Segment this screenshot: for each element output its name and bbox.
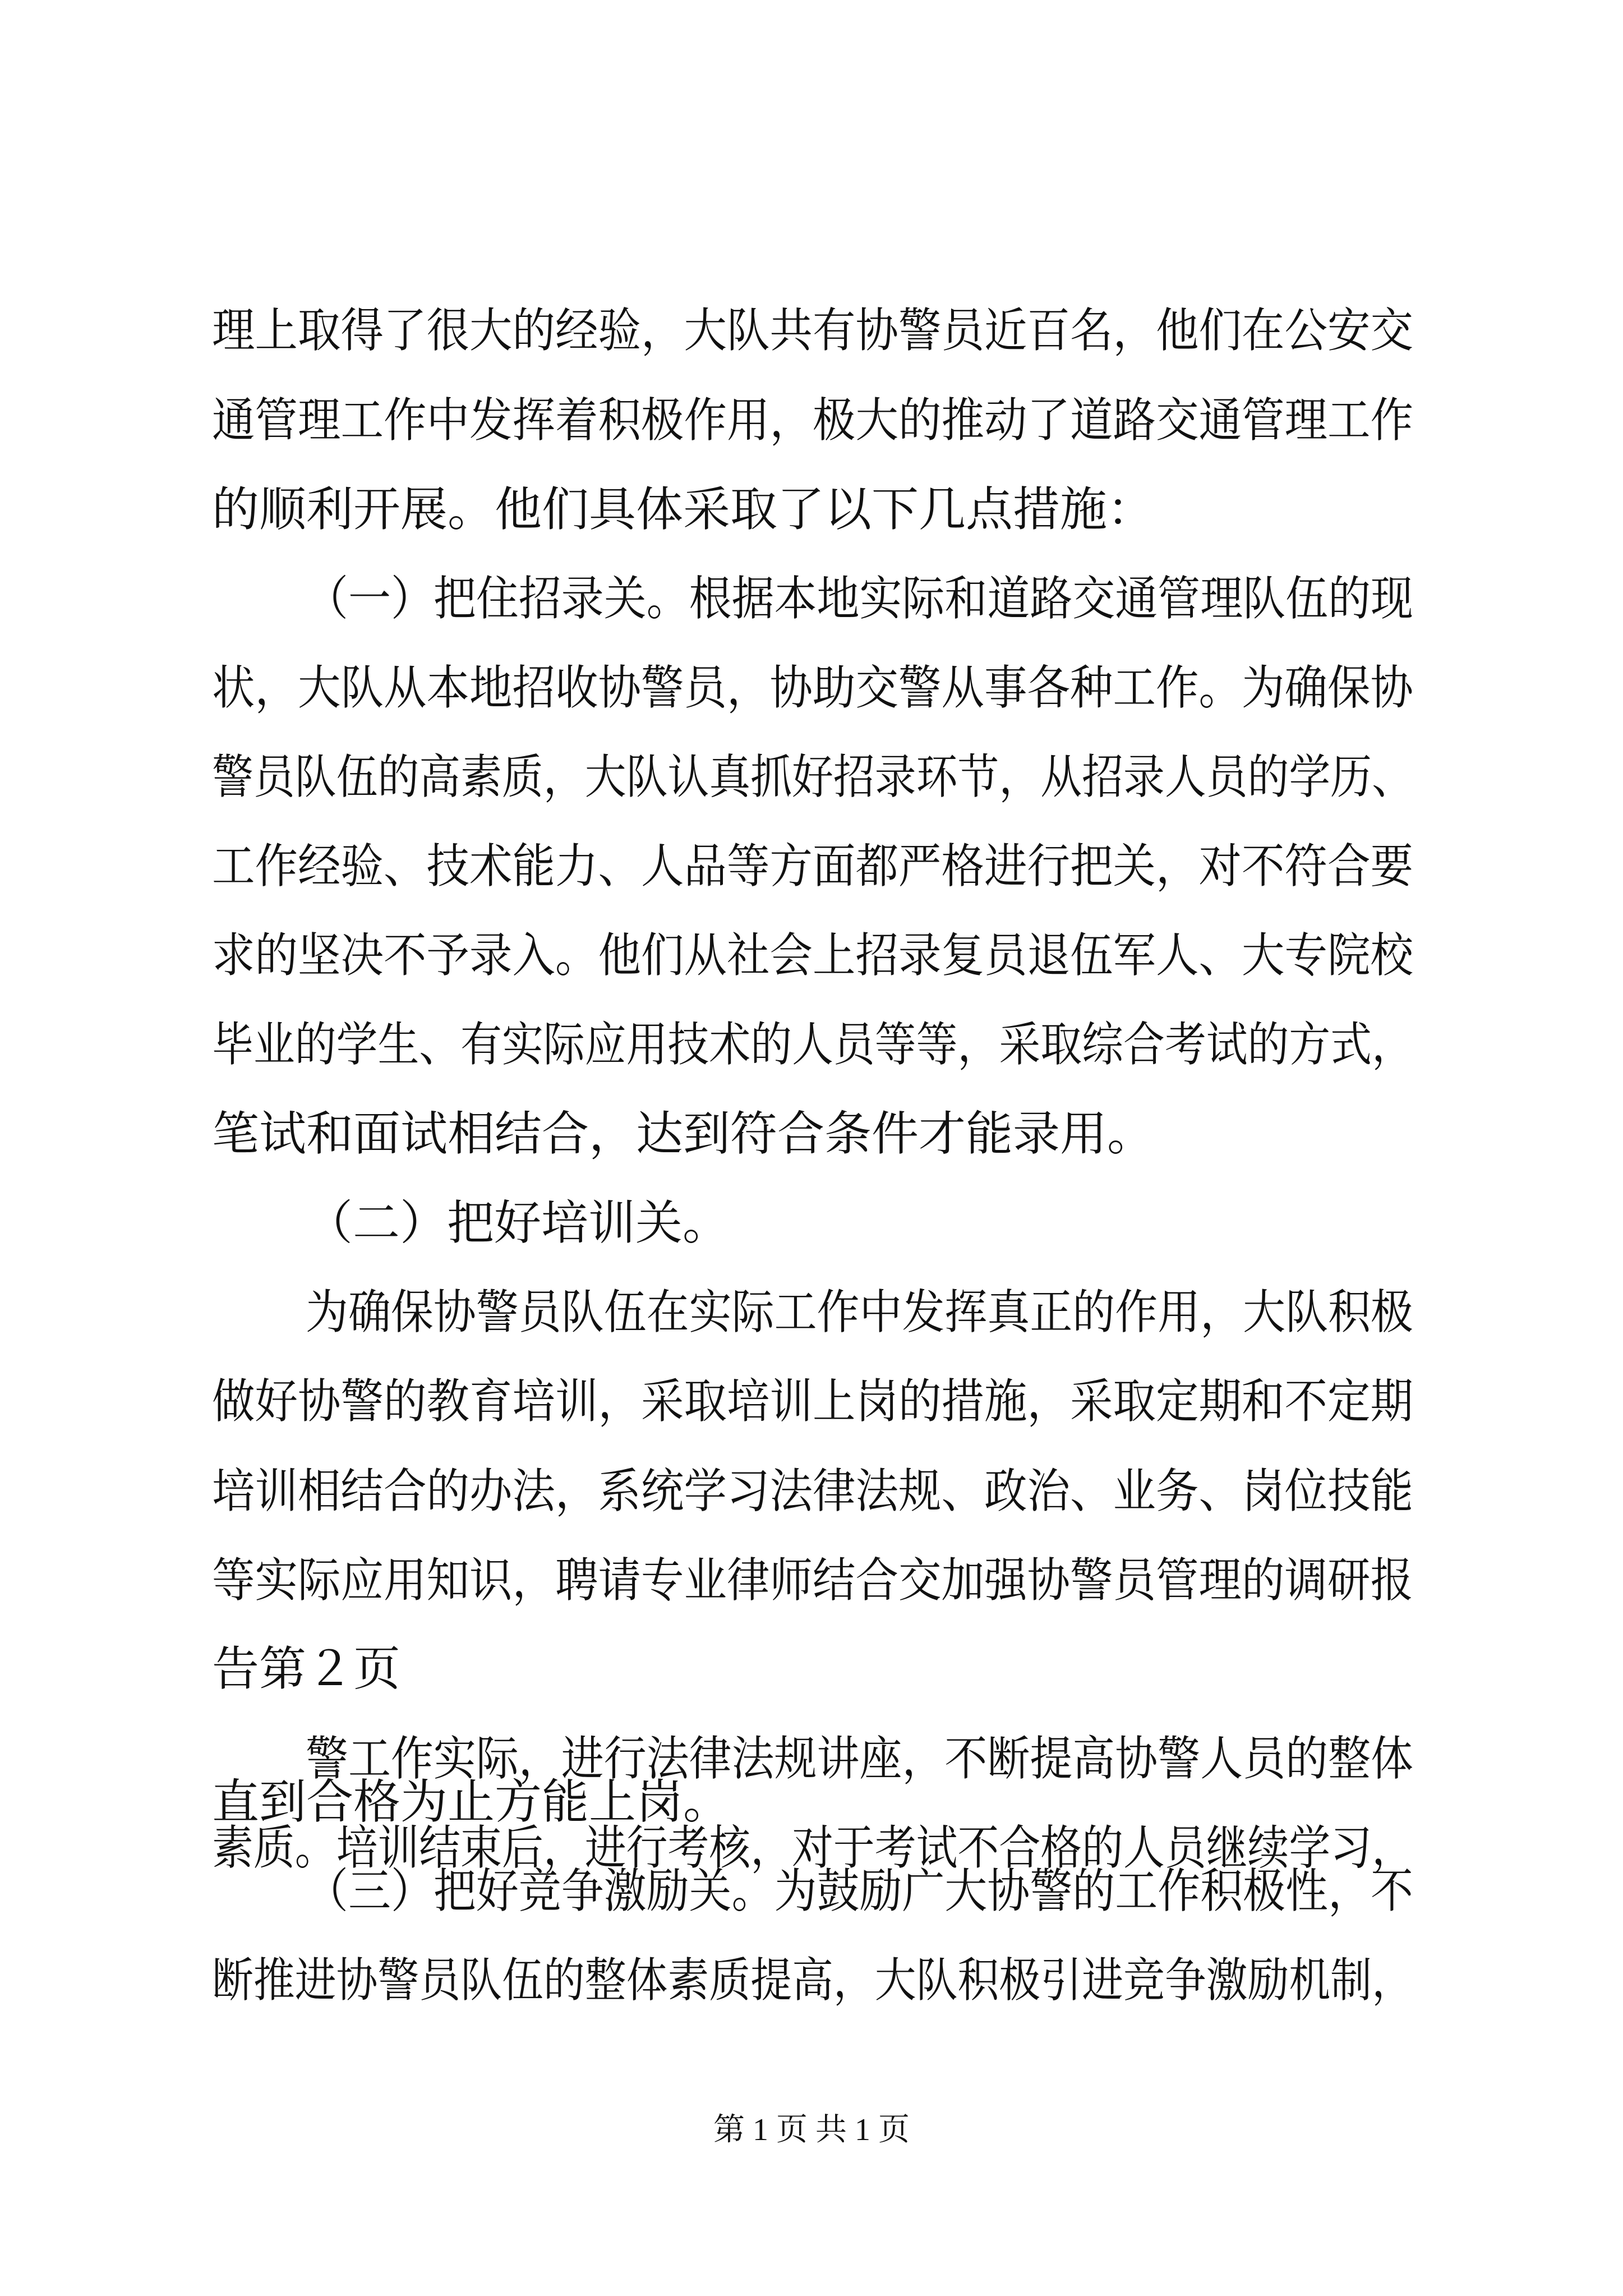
text-line: 培训相结合的办法，系统学习法律法规、政治、业务、岗位技能 [212,1464,1414,1519]
text-line: 工作经验、技术能力、人品等方面都严格进行把关，对不符合要 [212,839,1414,894]
text-line: 警员队伍的高素质，大队认真抓好招录环节，从招录人员的学历、 [212,749,1414,804]
page-footer: 第 1 页 共 1 页 [713,2113,910,2147]
text-line: 告第２页 [212,1641,401,1696]
text-line: 通管理工作中发挥着积极作用，极大的推动了道路交通管理工作 [212,393,1414,448]
text-line: 笔试和面试相结合，达到符合条件才能录用。 [212,1106,1155,1161]
text-line: 警工作实际，进行法律法规讲座，不断提高协警人员的整体 [306,1731,1414,1786]
text-line: 求的坚决不予录入。他们从社会上招录复员退伍军人、大专院校 [212,928,1414,983]
text-line: 断推进协警员队伍的整体素质提高，大队积极引进竞争激励机制， [212,1953,1414,2008]
text-line: 素质。培训结束后，进行考核，对于考试不合格的人员继续学习， [212,1820,1414,1875]
text-line: 直到合格为止方能上岗。 [212,1774,731,1829]
text-line: 毕业的学生、有实际应用技术的人员等等，采取综合考试的方式， [212,1017,1414,1072]
text-line: 理上取得了很大的经验，大队共有协警员近百名，他们在公安交 [212,303,1414,358]
text-line: 做好协警的教育培训，采取培训上岗的措施，采取定期和不定期 [212,1374,1414,1429]
text-line: 为确保协警员队伍在实际工作中发挥真正的作用，大队积极 [306,1285,1414,1340]
section-heading: （二）把好培训关。 [306,1195,730,1250]
text-line: 的顺利开展。他们具体采取了以下几点措施： [212,482,1155,537]
text-line: （一）把住招录关。根据本地实际和道路交通管理队伍的现 [306,571,1414,626]
text-line: 状，大队从本地招收协警员，协助交警从事各种工作。为确保协 [212,660,1414,715]
text-line: （三）把好竞争激励关。为鼓励广大协警的工作积极性，不 [306,1864,1414,1918]
text-line: 等实际应用知识，聘请专业律师结合交加强协警员管理的调研报 [212,1553,1414,1608]
